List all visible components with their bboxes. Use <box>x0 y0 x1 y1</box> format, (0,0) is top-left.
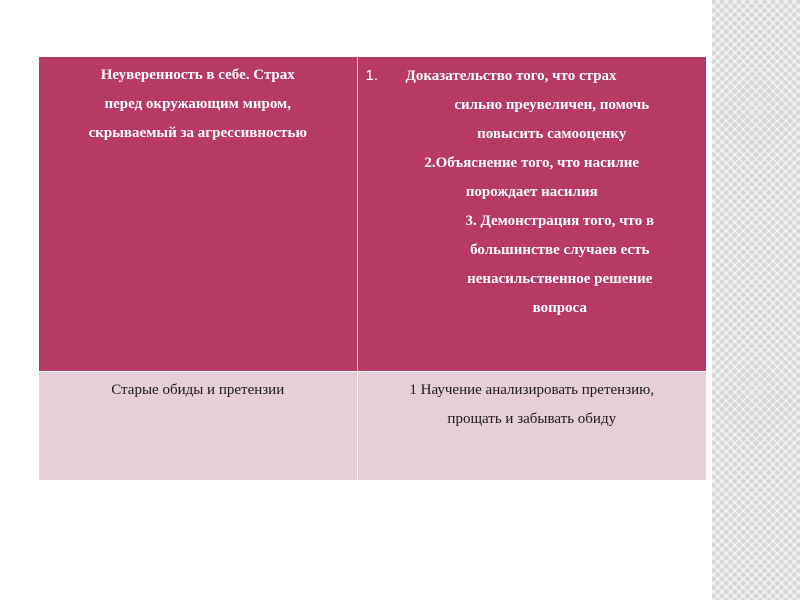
list-item-text: 2.Объяснение того, что насилие <box>424 155 640 171</box>
list-item-text: порождает насилия <box>465 184 598 200</box>
list-item-text: повысить самооценку <box>477 126 627 142</box>
list-number: 1. <box>365 67 379 84</box>
list-item-text: большинстве случаев есть <box>470 242 650 258</box>
list-item-text: Доказательство того, что страх <box>405 68 617 84</box>
table-row <box>39 372 706 481</box>
table-row <box>39 57 706 372</box>
content-table <box>39 57 706 480</box>
list-item-text: вопроса <box>532 300 587 316</box>
cell-problem <box>39 372 357 481</box>
cell-problem <box>39 57 357 372</box>
cell-text-line: прощать и забывать обиду <box>447 411 617 427</box>
cell-solution <box>357 372 706 481</box>
list-item-text: ненасильственное решение <box>467 271 653 287</box>
cell-text-line: перед окружающим миром, <box>104 96 292 112</box>
decorative-side-strip <box>712 0 800 600</box>
list-item <box>358 61 707 91</box>
cell-text-line: Неуверенность в себе. Страх <box>100 67 295 83</box>
list-item-text: сильно преувеличен, помочь <box>454 97 650 113</box>
cell-solution <box>357 57 706 372</box>
cell-text-line: 1 Научение анализировать претензию, <box>409 382 655 398</box>
cell-text-line: Старые обиды и претензии <box>111 382 285 398</box>
cell-text-line: скрываемый за агрессивностью <box>88 125 307 141</box>
list-item-text: 3. Демонстрация того, что в <box>465 213 655 229</box>
table <box>39 57 706 480</box>
